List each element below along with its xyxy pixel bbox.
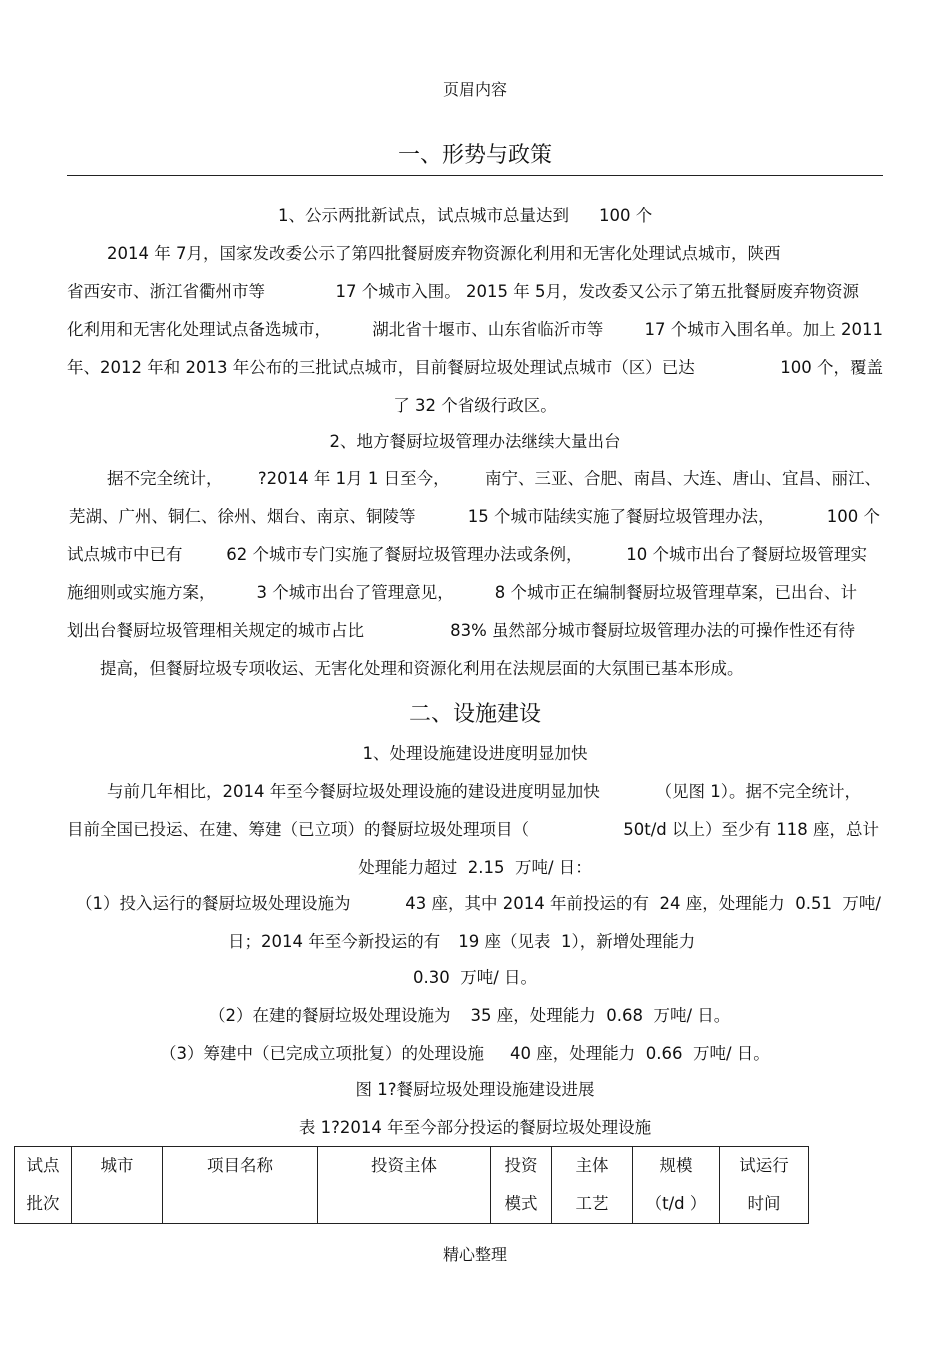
page-footer: 精心整理: [442, 1245, 507, 1264]
list-item-2: （2）在建的餐厨垃圾处理设施为 35 座，处理能力 0.68 万吨/ 日。: [209, 1006, 731, 1025]
paragraph-line: 试点城市中已有 62 个城市专门实施了餐厨垃圾管理办法或条例， 10 个城市出台了餐厨垃圾管理实: [67, 545, 867, 564]
section-1-subheading-2: 2、地方餐厨垃圾管理办法继续大量出台: [329, 432, 621, 451]
list-item-3: （3）筹建中（已完成立项批复）的处理设施 40 座，处理能力 0.66 万吨/ 日。: [160, 1044, 770, 1063]
paragraph-line: 芜湖、广州、铜仁、徐州、烟台、南京、铜陵等 15 个城市陆续实施了餐厨垃圾管理办法， 100 个: [69, 507, 880, 526]
page-header: 页眉内容: [442, 80, 507, 99]
table-header-row: [15, 1147, 809, 1224]
table-header-cell: 城市: [72, 1147, 163, 1224]
table-header-cell: 项目名称: [163, 1147, 318, 1224]
list-item-1: （1）投入运行的餐厨垃圾处理设施为 43 座，其中 2014 年前投运的有 24 座，处理能力 0.51 万吨/: [76, 894, 881, 913]
paragraph-line: 目前全国已投运、在建、筹建（已立项）的餐厨垃圾处理项目（ 50t/d 以上）至少有 118 座，总计: [67, 820, 879, 839]
table-header-cell: 投资 模式: [491, 1147, 552, 1224]
paragraph-line: 年、2012 年和 2013 年公布的三批试点城市，目前餐厨垃圾处理试点城市（区）已达 100 个，覆盖: [67, 358, 883, 377]
title-divider: [67, 175, 883, 176]
paragraph-line: 了 32 个省级行政区。: [393, 396, 557, 415]
list-item-1-continued: 日；2014 年至今新投运的有 19 座（见表 1），新增处理能力: [228, 932, 696, 951]
section-1-subheading-1: 1、公示两批新试点，试点城市总量达到 100 个: [278, 206, 653, 225]
paragraph-line: 据不完全统计， ?2014 年 1月 1 日至今， 南宁、三亚、合肥、南昌、大连、唐山、宜昌、丽江、: [107, 469, 881, 488]
paragraph-line: 提高，但餐厨垃圾专项收运、无害化处理和资源化利用在法规层面的大氛围已基本形成。: [100, 659, 744, 678]
table-header-cell: 投资主体: [318, 1147, 491, 1224]
facilities-table: [14, 1146, 809, 1224]
paragraph-line: 与前几年相比，2014 年至今餐厨垃圾处理设施的建设进度明显加快 （见图 1）。据不完全统计，: [107, 782, 861, 801]
paragraph-line: 施细则或实施方案， 3 个城市出台了管理意见， 8 个城市正在编制餐厨垃圾管理草案，已出台、计: [67, 583, 857, 602]
section-2-title: 二、设施建设: [408, 702, 541, 727]
paragraph-line: 处理能力超过 2.15 万吨/ 日：: [358, 858, 592, 877]
table-header-cell: 规模 （t/d ）: [633, 1147, 720, 1224]
paragraph-line: 2014 年 7月，国家发改委公示了第四批餐厨废弃物资源化利用和无害化处理试点城市，陕西: [107, 244, 781, 263]
section-2-subheading-1: 1、处理设施建设进度明显加快: [362, 744, 588, 763]
table-caption: 表 1?2014 年至今部分投运的餐厨垃圾处理设施: [298, 1118, 652, 1137]
paragraph-line: 省西安市、浙江省衢州市等 17 个城市入围。 2015 年 5月，发改委又公示了第五批餐厨废弃物资源: [67, 282, 859, 301]
table-header-cell: 试运行 时间: [720, 1147, 809, 1224]
paragraph-line: 化利用和无害化处理试点备选城市， 湖北省十堰市、山东省临沂市等 17 个城市入围名单。加上 2011: [67, 320, 883, 339]
list-item-1-continued: 0.30 万吨/ 日。: [412, 968, 538, 987]
table-header-cell: 试点 批次: [15, 1147, 72, 1224]
figure-caption: 图 1?餐厨垃圾处理设施建设进展: [355, 1080, 595, 1099]
paragraph-line: 划出台餐厨垃圾管理相关规定的城市占比 83% 虽然部分城市餐厨垃圾管理办法的可操作性还有待: [67, 621, 855, 640]
table-header-cell: 主体 工艺: [552, 1147, 633, 1224]
section-1-title: 一、形势与政策: [397, 143, 552, 168]
